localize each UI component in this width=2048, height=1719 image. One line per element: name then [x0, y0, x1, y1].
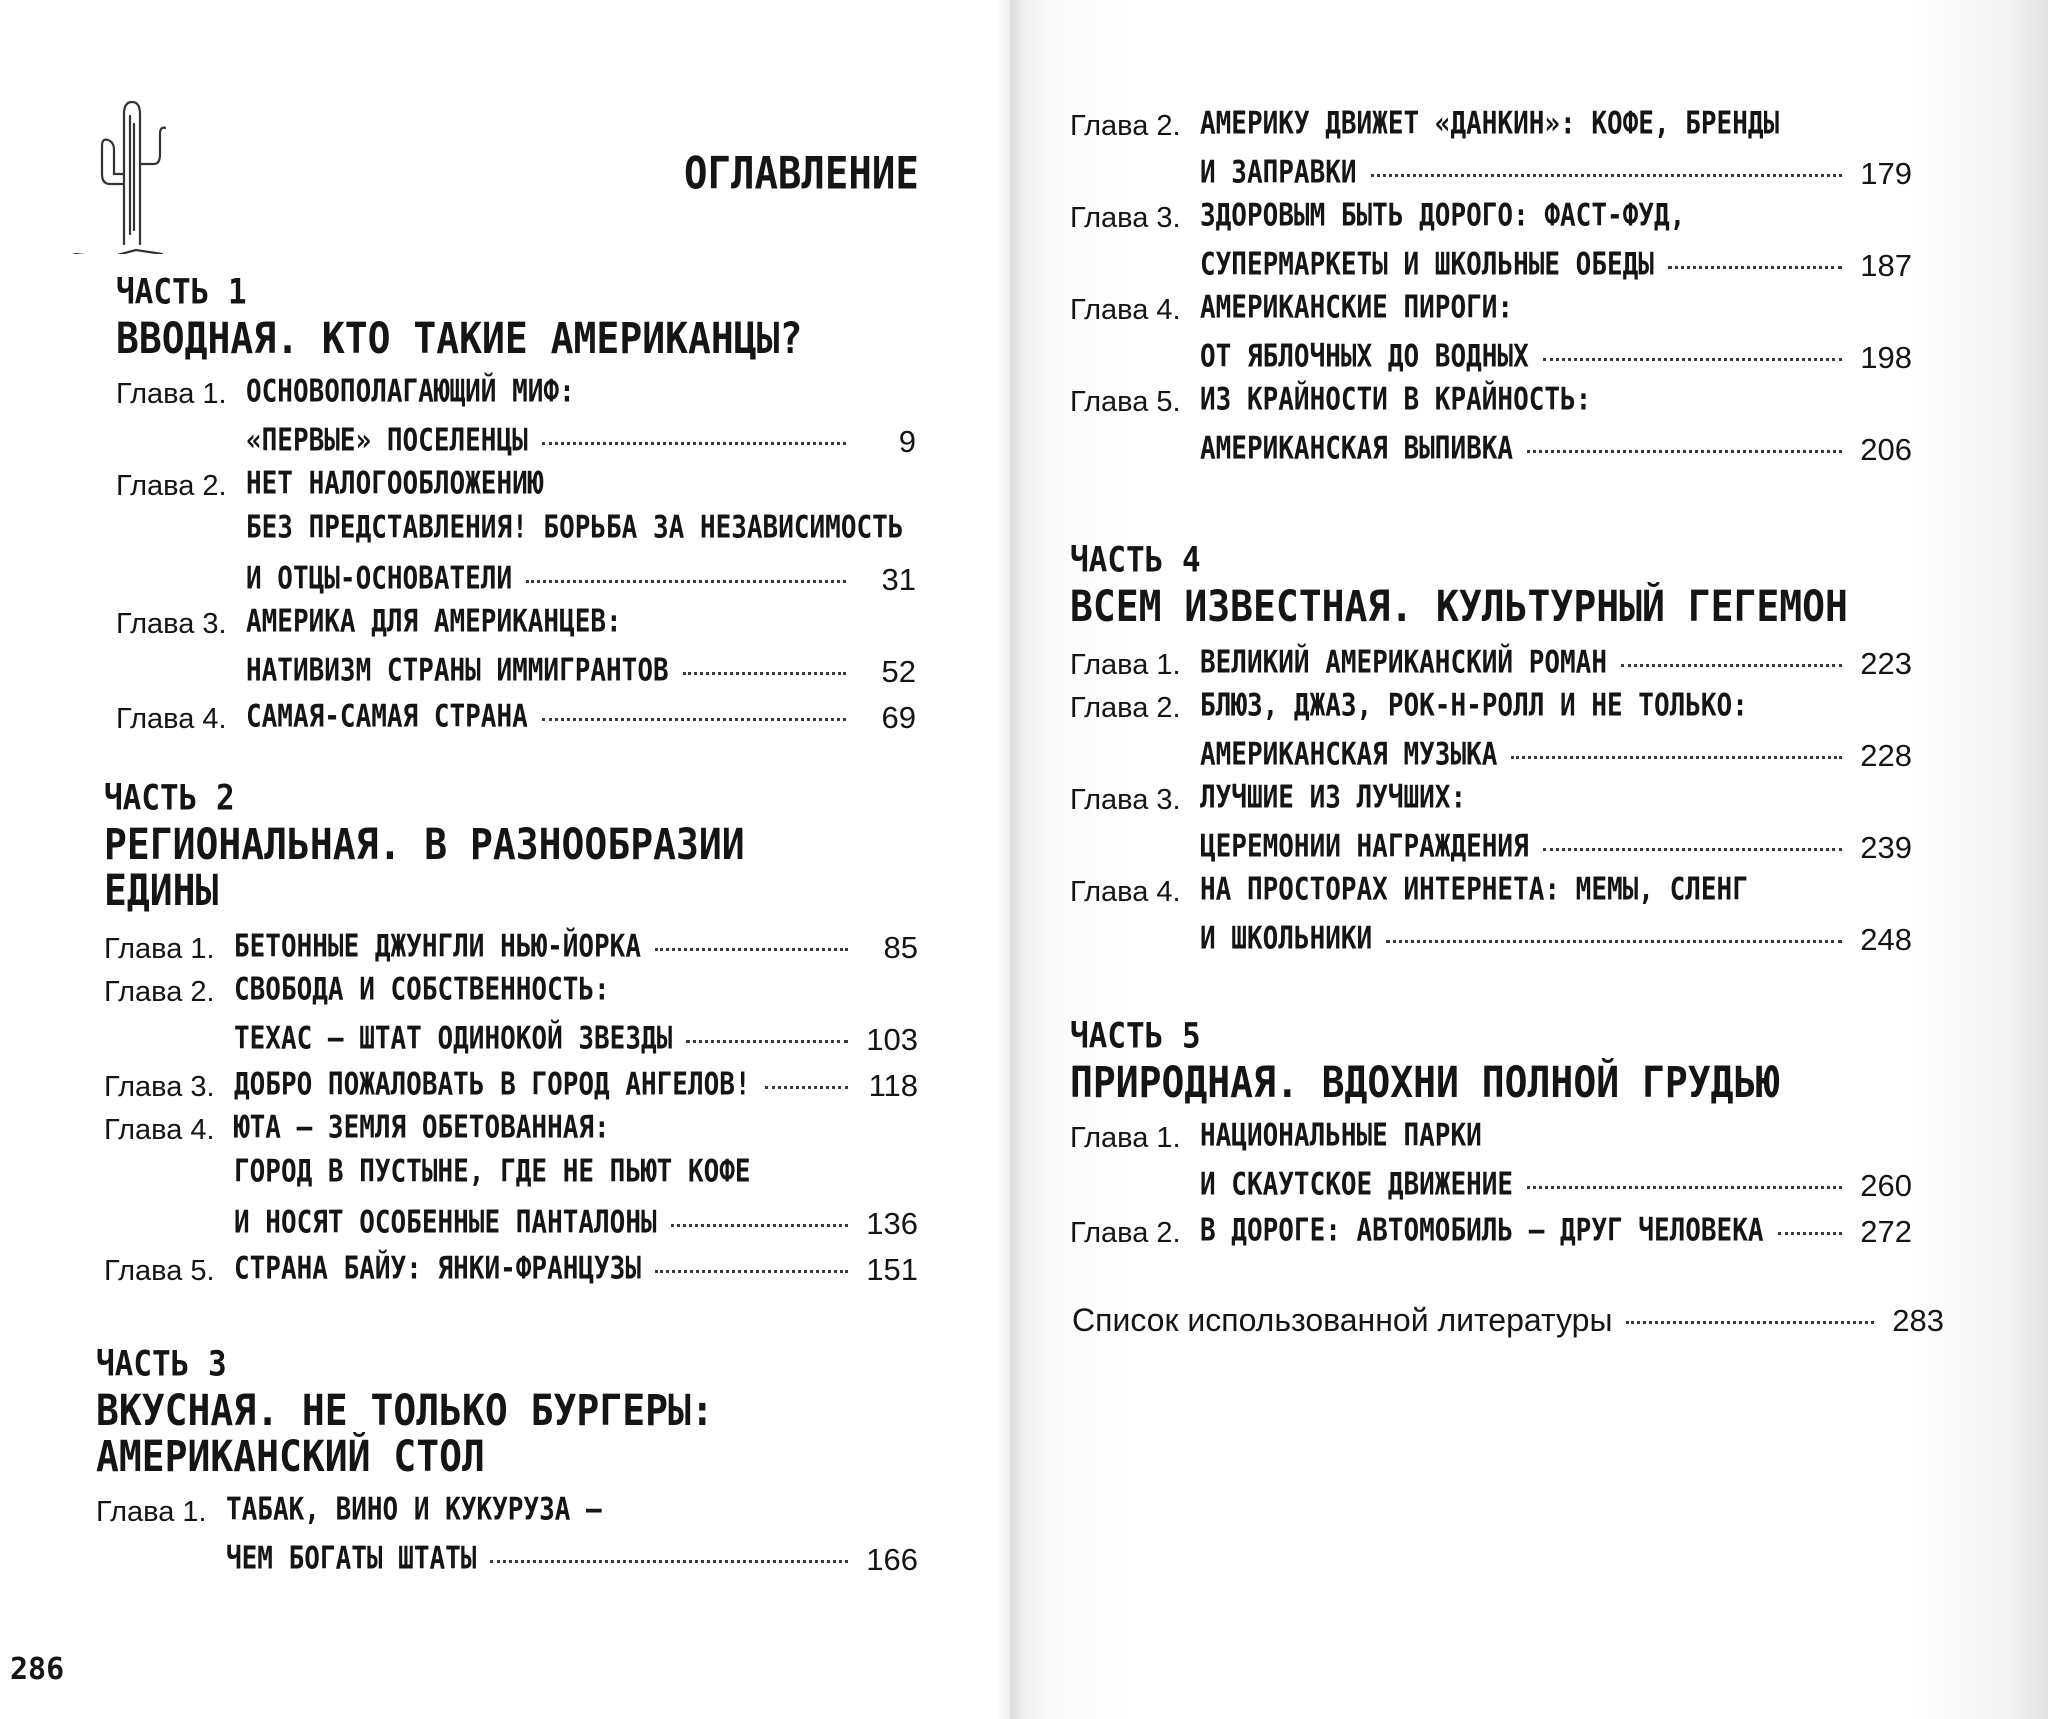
chapter-title: СВОБОДА И СОБСТВЕННОСТЬ:: [234, 972, 610, 1008]
chapter-line: [1070, 198, 1912, 248]
toc-chapter: [1070, 780, 1912, 876]
toc-chapter: [96, 1492, 918, 1588]
chapter-line: [1070, 646, 1912, 692]
dot-leader: [1668, 266, 1842, 269]
dot-leader: [1626, 1321, 1874, 1324]
toc-chapter: [116, 466, 916, 608]
toc-chapter: [104, 1252, 918, 1298]
chapter-title: И ОТЦЫ-ОСНОВАТЕЛИ: [246, 561, 513, 597]
chapter-line: [1070, 1168, 1912, 1214]
chapter-line: [104, 1252, 918, 1298]
chapter-line: [104, 972, 918, 1022]
chapter-line: [104, 930, 918, 976]
dot-leader: [765, 1086, 848, 1089]
part-number: ЧАСТЬ 1: [116, 272, 247, 313]
dot-leader: [655, 948, 848, 951]
part-2-section: [104, 778, 918, 1298]
toc-chapter: [1070, 290, 1912, 386]
chapter-line: [1070, 382, 1912, 432]
toc-chapter: [1070, 688, 1912, 784]
chapter-title: НАТИВИЗМ СТРАНЫ ИММИГРАНТОВ: [246, 653, 669, 689]
chapter-line: [1070, 1118, 1912, 1168]
chapter-label: Глава 4.: [104, 1114, 215, 1146]
part-4-section: [1070, 540, 1912, 968]
chapter-page: 69: [881, 700, 916, 735]
chapter-title: ЦЕРЕМОНИИ НАГРАЖДЕНИЯ: [1200, 829, 1529, 865]
chapter-page: 187: [1860, 248, 1912, 283]
chapter-line: [1070, 290, 1912, 340]
chapter-label: Глава 5.: [1070, 386, 1181, 418]
toc-chapter: [116, 700, 916, 746]
chapter-title: НАЦИОНАЛЬНЫЕ ПАРКИ: [1200, 1118, 1482, 1154]
chapter-title: НА ПРОСТОРАХ ИНТЕРНЕТА: МЕМЫ, СЛЕНГ: [1200, 872, 1748, 908]
chapter-title: САМАЯ-САМАЯ СТРАНА: [246, 699, 528, 735]
page-number: 286: [10, 1652, 65, 1687]
chapter-title: БЛЮЗ, ДЖАЗ, РОК-Н-РОЛЛ И НЕ ТОЛЬКО:: [1200, 688, 1748, 724]
chapter-page: 166: [866, 1542, 918, 1577]
chapter-title: ОСНОВОПОЛАГАЮЩИЙ МИФ:: [246, 374, 575, 410]
toc-title: ОГЛАВЛЕНИЕ: [684, 148, 919, 200]
chapter-label: Глава 3.: [1070, 202, 1181, 234]
toc-chapter: [1070, 198, 1912, 294]
toc-chapter: [1070, 872, 1912, 968]
chapter-page: 179: [1860, 156, 1912, 191]
chapter-line: [1070, 922, 1912, 968]
chapter-label: Глава 3.: [1070, 784, 1181, 816]
toc-chapter: [116, 604, 916, 700]
chapter-label: Глава 5.: [104, 1255, 215, 1287]
gutter-shadow: [996, 0, 1026, 1719]
chapter-title: И ЗАПРАВКИ: [1200, 155, 1357, 191]
part-title: АМЕРИКАНСКИЙ СТОЛ: [96, 1432, 485, 1482]
toc-chapter: [1070, 1214, 1912, 1260]
chapter-label: Глава 1.: [116, 378, 227, 410]
part-title: ЕДИНЫ: [104, 866, 219, 916]
dot-leader: [542, 442, 846, 445]
chapter-line: [1070, 738, 1912, 784]
chapter-label: Глава 4.: [1070, 294, 1181, 326]
chapter-page: 223: [1860, 646, 1912, 681]
chapter-title: ЧЕМ БОГАТЫ ШТАТЫ: [226, 1541, 477, 1577]
chapter-label: Глава 2.: [1070, 692, 1181, 724]
chapter-label: Глава 1.: [1070, 1122, 1181, 1154]
chapter-line: [1070, 340, 1912, 386]
part-3-continued: [1070, 106, 1912, 478]
part-5-section: [1070, 1016, 1912, 1260]
part-number: ЧАСТЬ 3: [96, 1344, 227, 1385]
chapter-title: И ШКОЛЬНИКИ: [1200, 921, 1373, 957]
chapter-line: [1070, 432, 1912, 478]
chapter-title: ЮТА – ЗЕМЛЯ ОБЕТОВАННАЯ:: [234, 1110, 610, 1146]
chapter-title: СУПЕРМАРКЕТЫ И ШКОЛЬНЫЕ ОБЕДЫ: [1200, 247, 1654, 283]
chapter-title: БЕТОННЫЕ ДЖУНГЛИ НЬЮ-ЙОРКА: [234, 929, 641, 965]
dot-leader: [526, 580, 846, 583]
chapter-line: [116, 654, 916, 700]
chapter-title: И НОСЯТ ОСОБЕННЫЕ ПАНТАЛОНЫ: [234, 1205, 657, 1241]
toc-chapter: [1070, 382, 1912, 478]
bibliography-page: 283: [1892, 1303, 1944, 1338]
dot-leader: [1527, 1186, 1842, 1189]
part-number: ЧАСТЬ 2: [104, 778, 235, 819]
chapter-line: [96, 1542, 918, 1588]
chapter-label: Глава 3.: [104, 1071, 215, 1103]
toc-chapter: [104, 930, 918, 976]
chapter-label: Глава 2.: [116, 470, 227, 502]
chapter-title: ЛУЧШИЕ ИЗ ЛУЧШИХ:: [1200, 780, 1467, 816]
chapter-line: [104, 1154, 918, 1206]
chapter-line: [116, 374, 916, 424]
dot-leader: [683, 672, 846, 675]
part-title: ВСЕМ ИЗВЕСТНАЯ. КУЛЬТУРНЫЙ ГЕГЕМОН: [1070, 582, 1848, 632]
bibliography-label: Список использованной литературы: [1072, 1302, 1613, 1338]
chapter-page: 248: [1860, 922, 1912, 957]
chapter-title: «ПЕРВЫЕ» ПОСЕЛЕНЦЫ: [246, 423, 528, 459]
chapter-page: 239: [1860, 830, 1912, 865]
chapter-title: АМЕРИКАНСКАЯ МУЗЫКА: [1200, 737, 1498, 773]
chapter-line: [116, 510, 916, 562]
chapter-line: [1070, 248, 1912, 294]
toc-chapter: [1070, 106, 1912, 202]
chapter-title: И СКАУТСКОЕ ДВИЖЕНИЕ: [1200, 1167, 1514, 1203]
dot-leader: [1621, 664, 1842, 667]
chapter-title: ВЕЛИКИЙ АМЕРИКАНСКИЙ РОМАН: [1200, 645, 1607, 681]
dot-leader: [686, 1040, 848, 1043]
dot-leader: [671, 1224, 848, 1227]
chapter-page: 198: [1860, 340, 1912, 375]
dot-leader: [1527, 450, 1842, 453]
chapter-line: [1070, 106, 1912, 156]
chapter-line: [116, 562, 916, 608]
bibliography-entry: [1072, 1302, 1944, 1348]
chapter-page: 136: [866, 1206, 918, 1241]
chapter-title: ГОРОД В ПУСТЫНЕ, ГДЕ НЕ ПЬЮТ КОФЕ: [234, 1154, 751, 1190]
chapter-page: 228: [1860, 738, 1912, 773]
chapter-line: [1070, 688, 1912, 738]
chapter-label: Глава 2.: [1070, 110, 1181, 142]
chapter-title: В ДОРОГЕ: АВТОМОБИЛЬ – ДРУГ ЧЕЛОВЕКА: [1200, 1213, 1764, 1249]
part-title: РЕГИОНАЛЬНАЯ. В РАЗНООБРАЗИИ: [104, 820, 745, 870]
part-title: ПРИРОДНАЯ. ВДОХНИ ПОЛНОЙ ГРУДЬЮ: [1070, 1058, 1780, 1108]
chapter-page: 9: [898, 424, 916, 459]
chapter-label: Глава 1.: [96, 1496, 207, 1528]
chapter-label: Глава 4.: [1070, 876, 1181, 908]
toc-chapter: [104, 1110, 918, 1252]
dot-leader: [1543, 848, 1842, 851]
chapter-label: Глава 2.: [104, 976, 215, 1008]
chapter-line: [116, 424, 916, 470]
dot-leader: [542, 718, 846, 721]
toc-chapter: [104, 1068, 918, 1114]
part-3-section: [96, 1344, 918, 1588]
dot-leader: [1778, 1232, 1842, 1235]
chapter-page: 85: [883, 930, 918, 965]
chapter-page: 103: [866, 1022, 918, 1057]
chapter-line: [116, 700, 916, 746]
dot-leader: [1543, 358, 1842, 361]
toc-chapter: [1070, 646, 1912, 692]
chapter-title: АМЕРИКАНСКАЯ ВЫПИВКА: [1200, 431, 1514, 467]
chapter-page: 151: [866, 1252, 918, 1287]
dot-leader: [655, 1270, 848, 1273]
chapter-title: ДОБРО ПОЖАЛОВАТЬ В ГОРОД АНГЕЛОВ!: [234, 1067, 751, 1103]
toc-chapter: [116, 374, 916, 470]
chapter-line: [116, 604, 916, 654]
chapter-title: ИЗ КРАЙНОСТИ В КРАЙНОСТЬ:: [1200, 382, 1592, 418]
toc-chapter: [104, 972, 918, 1068]
chapter-page: 272: [1860, 1214, 1912, 1249]
left-page: [0, 0, 1010, 1719]
dot-leader: [1371, 174, 1842, 177]
chapter-line: [1070, 1214, 1912, 1260]
chapter-label: Глава 3.: [116, 608, 227, 640]
part-title: ВВОДНАЯ. КТО ТАКИЕ АМЕРИКАНЦЫ?: [116, 314, 803, 364]
chapter-line: [104, 1068, 918, 1114]
chapter-label: Глава 1.: [104, 933, 215, 965]
chapter-line: [104, 1206, 918, 1252]
cactus-icon: [36, 54, 166, 254]
toc-chapter: [1070, 1118, 1912, 1214]
chapter-line: [1070, 830, 1912, 876]
chapter-title: АМЕРИКА ДЛЯ АМЕРИКАНЦЕВ:: [246, 604, 622, 640]
chapter-title: АМЕРИКУ ДВИЖЕТ «ДАНКИН»: КОФЕ, БРЕНДЫ: [1200, 106, 1780, 142]
chapter-page: 206: [1860, 432, 1912, 467]
dot-leader: [1511, 756, 1842, 759]
chapter-title: АМЕРИКАНСКИЕ ПИРОГИ:: [1200, 290, 1514, 326]
part-title: ВКУСНАЯ. НЕ ТОЛЬКО БУРГЕРЫ:: [96, 1386, 714, 1436]
chapter-title: ОТ ЯБЛОЧНЫХ ДО ВОДНЫХ: [1200, 339, 1529, 375]
chapter-page: 260: [1860, 1168, 1912, 1203]
dot-leader: [490, 1560, 848, 1563]
chapter-label: Глава 4.: [116, 703, 227, 735]
dot-leader: [1386, 940, 1842, 943]
chapter-page: 118: [868, 1068, 918, 1103]
chapter-title: ЗДОРОВЫМ БЫТЬ ДОРОГО: ФАСТ-ФУД,: [1200, 198, 1686, 234]
chapter-title: НЕТ НАЛОГООБЛОЖЕНИЮ: [246, 466, 544, 502]
part-number: ЧАСТЬ 4: [1070, 540, 1201, 581]
chapter-line: [1070, 872, 1912, 922]
chapter-label: Глава 1.: [1070, 649, 1181, 681]
chapter-title: ТЕХАС – ШТАТ ОДИНОКОЙ ЗВЕЗДЫ: [234, 1021, 673, 1057]
chapter-page: 31: [881, 562, 916, 597]
chapter-line: [96, 1492, 918, 1542]
part-1-section: [116, 272, 916, 746]
chapter-page: 52: [881, 654, 916, 689]
chapter-label: Глава 2.: [1070, 1217, 1181, 1249]
part-number: ЧАСТЬ 5: [1070, 1016, 1201, 1057]
chapter-line: [104, 1022, 918, 1068]
chapter-title: БЕЗ ПРЕДСТАВЛЕНИЯ! БОРЬБА ЗА НЕЗАВИСИМОСТЬ: [246, 510, 904, 546]
chapter-title: ТАБАК, ВИНО И КУКУРУЗА –: [226, 1492, 602, 1528]
chapter-line: [1070, 156, 1912, 202]
chapter-title: СТРАНА БАЙУ: ЯНКИ-ФРАНЦУЗЫ: [234, 1251, 641, 1287]
chapter-line: [1070, 780, 1912, 830]
